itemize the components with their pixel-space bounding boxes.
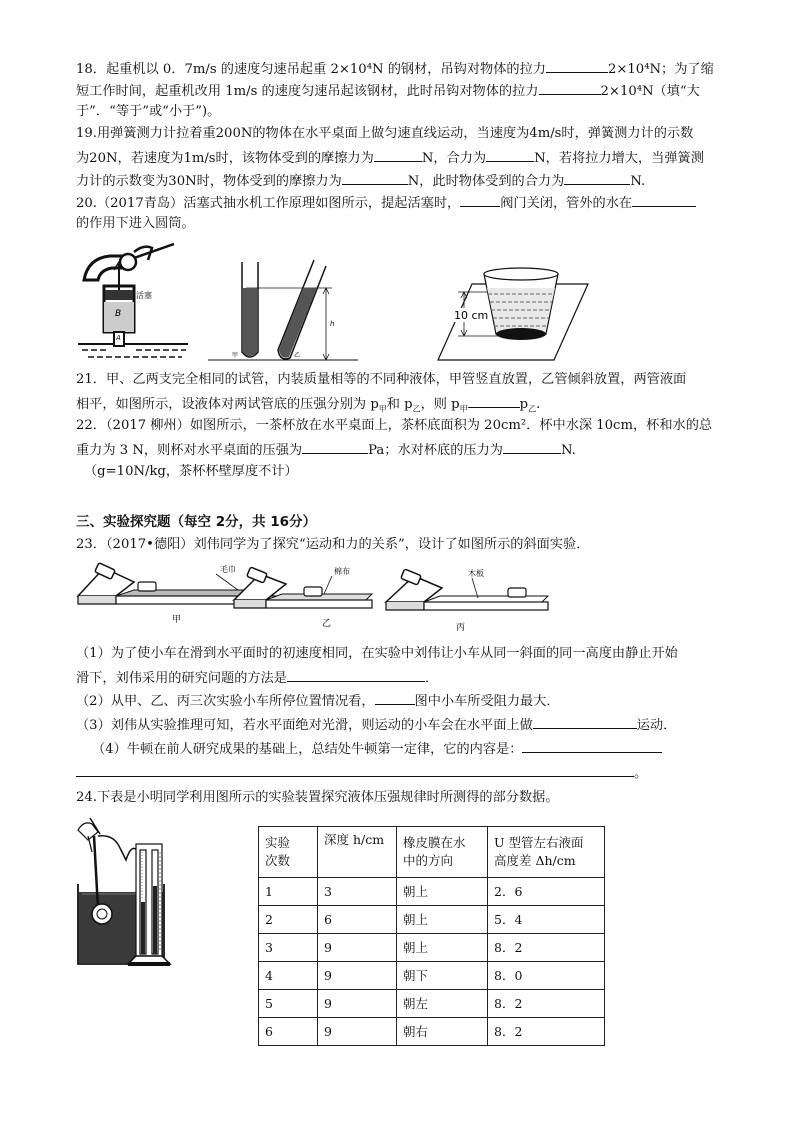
q22-line3: （g=10N/kg，茶杯杯壁厚度不计） xyxy=(84,464,298,479)
ramp-label-cotton: 棉布 xyxy=(334,567,350,576)
q21-line2: 相平，如图所示，设液体对两试管底的压强分别为 $p_甲$和 $p_乙$，则 $p_甲$ $p_乙$. xyxy=(76,393,540,420)
q23-p3: （3）刘伟从实验推理可知，若水平面绝对光滑，则运动的小车会在水平面上做 运动． xyxy=(76,714,676,736)
q19-line3: 力计的示数变为30N时，物体受到的摩擦力为 N，此时物体受到的合力为 N. xyxy=(76,170,645,192)
header-depth: 深度 h/cm xyxy=(318,827,397,878)
tubes-figure xyxy=(206,258,360,364)
q19-blank1[interactable] xyxy=(374,147,422,162)
q19-line1: 19.用弹簧测力计拉着重200N的物体在水平桌面上做匀速直线运动，当速度为4m/s时，弹簧测力计的示数 xyxy=(76,126,694,141)
cell: 朝右 xyxy=(397,1018,488,1046)
q20-blank2[interactable] xyxy=(632,192,696,207)
section3-title: 三、实验探究题（每空 2分，共 16分） xyxy=(76,514,317,530)
q23-line1: 23．（2017•德阳）刘伟同学为了探究“运动和力的关系”，设计了如图所示的斜面实验． xyxy=(76,537,590,552)
q23-blank3[interactable] xyxy=(533,714,637,729)
table-row xyxy=(259,962,605,990)
q19-blank3[interactable] xyxy=(342,170,408,185)
cell: 4 xyxy=(259,962,318,990)
cell: 9 xyxy=(318,1018,397,1046)
cup-figure xyxy=(432,262,592,366)
cell: 朝下 xyxy=(397,962,488,990)
cell: 8．2 xyxy=(488,990,605,1018)
q20-blank1[interactable] xyxy=(460,192,500,207)
q19-line2: 为20N，若速度为1m/s时，该物体受到的摩擦力为 N，合力为 N，若将拉力增大，当弹簧测 xyxy=(76,147,704,169)
q22-line2: 重力为 3 N，则杯对水平桌面的压强为 Pa；水对杯底的压力为 N. xyxy=(76,439,576,461)
pressure-data-table xyxy=(258,826,605,1046)
ramp-label-bing: 丙 xyxy=(456,623,466,633)
pump-label-a: A xyxy=(116,334,121,342)
cell: 3 xyxy=(259,934,318,962)
tubes-label-yi: 乙 xyxy=(294,352,301,359)
cell: 5 xyxy=(259,990,318,1018)
q23-blank1[interactable] xyxy=(287,667,425,682)
q19-blank4[interactable] xyxy=(564,170,630,185)
q21-line1: 21．甲、乙两支完全相同的试管，内装质量相等的不同种液体，甲管竖直放置，乙管倾斜放置，两管液面 xyxy=(76,372,687,387)
cell: 2．6 xyxy=(488,878,605,906)
q23-p4: （4）牛顿在前人研究成果的基础上，总结处牛顿第一定律，它的内容是： xyxy=(92,738,662,760)
cell: 2 xyxy=(259,906,318,934)
cell: 1 xyxy=(259,878,318,906)
pump-label-b: B xyxy=(115,309,122,319)
table-header-row xyxy=(259,827,605,878)
cell: 3 xyxy=(318,878,397,906)
q22-blank2[interactable] xyxy=(503,439,561,454)
cell: 9 xyxy=(318,934,397,962)
ramp-label-towel: 毛巾 xyxy=(220,565,236,574)
ramp-label-board: 木板 xyxy=(468,569,484,578)
tubes-label-jia: 甲 xyxy=(232,352,239,359)
cup-label-10cm: 10 cm xyxy=(454,309,489,322)
q23-p2: （2）从甲、乙、丙三次实验小车所停位置情况看， 图中小车所受阻力最大． xyxy=(76,690,560,712)
ramps-figure xyxy=(76,560,552,636)
tubes-label-h: h xyxy=(330,320,335,328)
header-height-diff: U 型管左右液面 高度差 Δh/cm xyxy=(488,827,605,878)
q23-blank5[interactable] xyxy=(76,762,634,777)
cell: 9 xyxy=(318,990,397,1018)
table-row xyxy=(259,934,605,962)
table-row xyxy=(259,878,605,906)
cell: 朝左 xyxy=(397,990,488,1018)
pump-figure xyxy=(78,240,188,362)
ramp-bing xyxy=(386,568,548,633)
q18-line3: 于”．“等于”或“小于”)。 xyxy=(76,104,221,119)
q23-p4-line2: 。 xyxy=(76,762,647,784)
q18-line2: 短工作时间，起重机改用 1m/s 的速度匀速吊起该钢材，此时吊钩对物体的拉力 2×10⁴N（填“大 xyxy=(76,80,700,102)
table-row xyxy=(259,990,605,1018)
cell: 8．2 xyxy=(488,934,605,962)
q18-blank2[interactable] xyxy=(539,80,601,95)
q18-line1: 18．起重机以 0．7m/s 的速度匀速吊起重 2×10⁴N 的钢材，吊钩对物体的拉力 2×10⁴N；为了缩 xyxy=(76,58,714,80)
cell: 5．4 xyxy=(488,906,605,934)
q20-line2: 的作用下进入圆筒。 xyxy=(76,216,195,231)
q20-line1: 20.（2017青岛）活塞式抽水机工作原理如图所示，提起活塞时， 阀门关闭，管外的水在 xyxy=(76,192,696,214)
apparatus-figure xyxy=(74,812,186,968)
cell: 6 xyxy=(318,906,397,934)
q23-p1-line2: 滑下，刘伟采用的研究问题的方法是 ． xyxy=(76,667,438,689)
q23-p1-line1: （1）为了使小车在滑到水平面时的初速度相同，在实验中刘伟让小车从同一斜面的同一高度由静止开始 xyxy=(76,646,678,661)
cell: 8．0 xyxy=(488,962,605,990)
q23-blank2[interactable] xyxy=(375,690,415,705)
q19-blank2[interactable] xyxy=(486,147,534,162)
cell: 朝上 xyxy=(397,878,488,906)
q22-line1: 22．（2017 柳州）如图所示，一茶杯放在水平桌面上，茶杯底面积为 20cm²．杯中水深 10cm，杯和水的总 xyxy=(76,418,713,433)
ramp-label-yi: 乙 xyxy=(322,619,332,629)
q23-blank4[interactable] xyxy=(522,738,662,753)
table-row xyxy=(259,1018,605,1046)
cell: 朝上 xyxy=(397,906,488,934)
cell: 8．2 xyxy=(488,1018,605,1046)
cell: 6 xyxy=(259,1018,318,1046)
pump-label-piston: 活塞 xyxy=(136,291,152,300)
cell: 9 xyxy=(318,962,397,990)
ramp-label-jia: 甲 xyxy=(172,615,182,625)
q24-line1: 24.下表是小明同学利用图所示的实验装置探究液体压强规律时所测得的部分数据。 xyxy=(76,790,559,805)
ramp-yi xyxy=(234,566,372,629)
q18-blank1[interactable] xyxy=(546,58,608,73)
header-trial: 实验 次数 xyxy=(259,827,318,878)
q22-blank1[interactable] xyxy=(302,439,368,454)
cell: 朝上 xyxy=(397,934,488,962)
header-direction: 橡皮膜在水 中的方向 xyxy=(397,827,488,878)
q21-blank[interactable] xyxy=(468,393,520,408)
table-row xyxy=(259,906,605,934)
